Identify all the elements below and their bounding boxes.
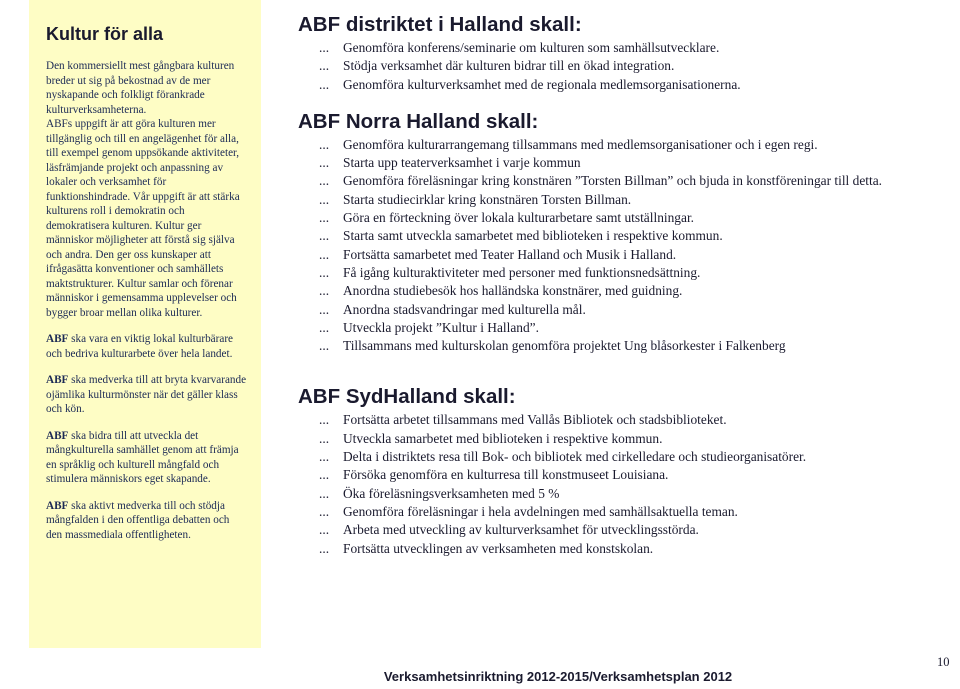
item-marker: ...: [319, 173, 330, 189]
list-item: [298, 191, 948, 209]
list-item-text: Utveckla projekt ”Kultur i Halland”.: [343, 319, 539, 335]
sidebar-paragraph: ABFs uppgift är att göra kulturen mer tillgänglig och till en angelägenhet för alla, till exempel genom uppsökande aktiviteter, läsfrämjande projekt och anpassning av lokaler och verksamhet för funktionshindrade. Vår uppgift är att stärka kulturens roll i demokratin och demokratisera kulturen. Kultur ger människor möjligheter att förstå sig själva och andra. Den ger oss kunskaper att ifrågasätta konventioner och samhällets maktstrukturer. Kultur samlar och förenar människor i gemensamma upplevelser och bygger broar mellan olika kulturer.: [46, 118, 240, 319]
abf-lead: ABF: [46, 429, 69, 442]
list-item-text: Arbeta med utveckling av kulturverksamhet för utvecklingsstörda.: [343, 522, 699, 538]
item-marker: ...: [319, 136, 330, 152]
list-item-text: Fortsätta arbetet tillsammans med Vallås Bibliotek och stadsbiblioteket.: [343, 412, 727, 428]
list-item-text: Utveckla samarbetet med biblioteken i respektive kommun.: [343, 430, 663, 446]
list-item: [298, 172, 948, 190]
list-item: [298, 246, 948, 264]
item-marker: ...: [319, 76, 330, 92]
sidebar-box: [29, 0, 261, 648]
list-item: [298, 319, 948, 337]
list-item: [298, 521, 948, 539]
list-item-text: Försöka genomföra en kulturresa till konstmuseet Louisiana.: [343, 467, 669, 483]
item-marker: ...: [319, 283, 330, 299]
list-item-text: Fortsätta utvecklingen av verksamheten med konstskolan.: [343, 540, 654, 556]
list-item-text: Genomföra kulturarrangemang tillsammans med medlemsorganisationer och i egen regi.: [343, 136, 818, 152]
list-item-text: Delta i distriktets resa till Bok- och bibliotek med cirkelledare och studieorganisatörer.: [343, 449, 807, 465]
abf-statement: [46, 499, 247, 543]
item-marker: ...: [319, 228, 330, 244]
item-list: [298, 136, 948, 356]
item-marker: ...: [319, 540, 330, 556]
abf-statement: [46, 332, 247, 361]
list-item: [298, 282, 948, 300]
page-number: 10: [937, 655, 950, 669]
list-item: [298, 39, 948, 57]
list-item: [298, 154, 948, 172]
abf-statement: [46, 429, 247, 487]
list-item: [298, 76, 948, 94]
list-item: [298, 466, 948, 484]
list-item-text: Genomföra konferens/seminarie om kulturen som samhällsutvecklare.: [343, 40, 720, 55]
item-marker: ...: [319, 155, 330, 171]
list-item-text: Få igång kulturaktiviteter med personer med funktionsnedsättning.: [343, 264, 701, 280]
list-item: [298, 503, 948, 521]
list-item-text: Öka föreläsningsverksamheten med 5 %: [343, 485, 560, 501]
abf-statement-text: ska aktivt medverka till och stödja mångfalden i den offentliga debatten och den massmediala offentligheten.: [46, 499, 230, 541]
list-item: [298, 264, 948, 282]
section-heading: ABF distriktet i Halland skall:: [298, 13, 582, 36]
item-marker: ...: [319, 430, 330, 446]
list-item-text: Starta studiecirklar kring konstnären Torsten Billman.: [343, 191, 632, 207]
list-item-text: Starta upp teaterverksamhet i varje kommun: [343, 155, 581, 171]
item-marker: ...: [319, 503, 330, 519]
list-item-text: Stödja verksamhet där kulturen bidrar till en ökad integration.: [343, 58, 675, 74]
list-item: [298, 540, 948, 558]
item-marker: ...: [319, 467, 330, 483]
item-marker: ...: [319, 301, 330, 317]
abf-statement-text: ska vara en viktig lokal kulturbärare och bedriva kulturarbete över hela landet.: [46, 333, 234, 360]
list-item-text: Starta samt utveckla samarbetet med biblioteken i respektive kommun.: [343, 228, 723, 244]
list-item: [298, 209, 948, 227]
abf-statement-text: ska bidra till att utveckla det mångkulturella samhället genom att främja en språklig och kulturell mångfald och stimulera människors eget skapande.: [46, 429, 239, 485]
item-marker: ...: [319, 522, 330, 538]
item-marker: ...: [319, 58, 330, 74]
list-item: [298, 448, 948, 466]
section-norra-halland: [298, 110, 948, 356]
item-marker: ...: [319, 338, 330, 354]
item-marker: ...: [319, 210, 330, 226]
list-item-text: Genomföra föreläsningar i hela avdelningen med samhällsaktuella teman.: [343, 503, 738, 519]
list-item: [298, 430, 948, 448]
item-marker: ...: [319, 264, 330, 280]
list-item-text: Genomföra föreläsningar kring konstnären ”Torsten Billman” och bjuda in konstföreningar till detta.: [343, 173, 882, 189]
section-distriktet: [298, 13, 948, 94]
section-sydhalland: [298, 385, 948, 557]
list-item-text: Anordna studiebesök hos halländska konstnärer, med guidning.: [343, 283, 683, 299]
item-marker: ...: [319, 191, 330, 207]
abf-statement: [46, 373, 247, 417]
item-marker: ...: [319, 412, 330, 428]
sidebar-title: Kultur för alla: [46, 24, 164, 44]
section-heading: ABF SydHalland skall:: [298, 385, 516, 409]
item-list: [298, 411, 948, 557]
abf-lead: ABF: [46, 333, 69, 345]
list-item-text: Göra en förteckning över lokala kulturarbetare samt utställningar.: [343, 210, 695, 226]
item-marker: ...: [319, 485, 330, 501]
footer-title: Verksamhetsinriktning 2012-2015/Verksamhetsplan 2012: [383, 669, 733, 684]
item-marker: ...: [319, 449, 330, 465]
sidebar-body: [46, 59, 247, 542]
abf-lead: ABF: [46, 374, 69, 386]
list-item: [298, 136, 948, 154]
list-item: [298, 411, 948, 429]
list-item: [298, 301, 948, 319]
main-content: [298, 0, 948, 558]
abf-statement-text: ska medverka till att bryta kvarvarande ojämlika kulturmönster när det gäller klass och kön.: [46, 374, 247, 415]
list-item: [298, 337, 948, 355]
list-item: [298, 57, 948, 75]
list-item-text: Fortsätta samarbetet med Teater Halland och Musik i Halland.: [343, 246, 677, 262]
item-marker: ...: [319, 246, 330, 262]
list-item-text: Tillsammans med kulturskolan genomföra projektet Ung blåsorkester i Falkenberg: [343, 338, 786, 354]
item-marker: ...: [319, 40, 330, 55]
item-marker: ...: [319, 319, 330, 335]
section-heading: ABF Norra Halland skall:: [298, 109, 539, 133]
list-item-text: Anordna stadsvandringar med kulturella mål.: [343, 301, 586, 317]
list-item: [298, 485, 948, 503]
list-item: [298, 227, 948, 245]
sidebar-paragraph: Den kommersiellt mest gångbara kulturen breder ut sig på bekostnad av de mer nyskapande och folkligt förankrade kulturverksamheterna.: [46, 60, 235, 116]
abf-lead: ABF: [46, 499, 69, 512]
list-item-text: Genomföra kulturverksamhet med de regionala medlemsorganisationerna.: [343, 76, 741, 92]
item-list: [298, 39, 948, 94]
